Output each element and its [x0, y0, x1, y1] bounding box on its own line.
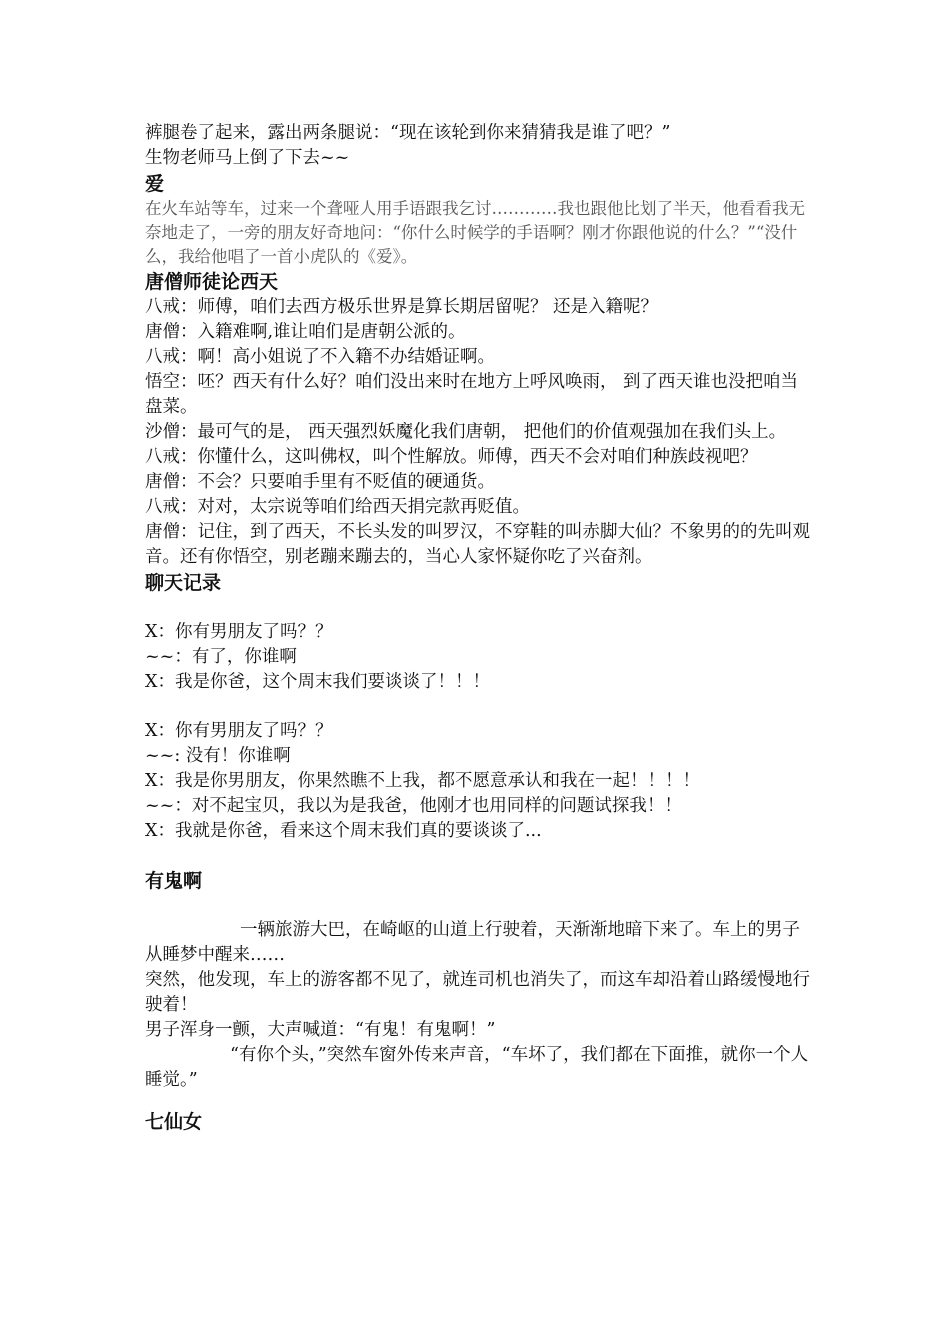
chat-line: X：你有男朋友了吗？？: [145, 622, 333, 642]
xitian-line: 唐僧：记住，到了西天，不长头发的叫罗汉，不穿鞋的叫赤脚大仙？不象男的的先叫观音。还有你悟空，别老蹦来蹦去的，当心人家怀疑你吃了兴奋剂。: [145, 522, 810, 567]
section-title-ghost: 有鬼啊: [145, 870, 203, 892]
section-title-love: 爱: [145, 173, 165, 195]
intro-line-2: 生物老师马上倒了下去~~: [145, 148, 350, 168]
chat-line: X：你有男朋友了吗？？: [145, 721, 333, 741]
xitian-line: 八戒：啊！高小姐说了不入籍不办结婚证啊。: [145, 347, 495, 367]
intro-line-1: 裤腿卷了起来，露出两条腿说：“现在该轮到你来猜猜我是谁了吧？”: [145, 123, 671, 143]
chat-line: ~~：有了，你谁啊: [145, 647, 297, 667]
chat-line: X：我就是你爸，看来这个周末我们真的要谈谈了...: [145, 821, 542, 841]
ghost-paragraph-3: 男子浑身一颤，大声喊道：“有鬼！有鬼啊！”: [145, 1020, 496, 1040]
xitian-line: 八戒：你懂什么，这叫佛权，叫个性解放。师傅，西天不会对咱们种族歧视吧？: [145, 447, 758, 467]
ghost-paragraph-1: 一辆旅游大巴，在崎岖的山道上行驶着，天渐渐地暗下来了。车上的男子从睡梦中醒来……: [145, 920, 800, 965]
spacer: [145, 596, 815, 620]
ghost-paragraph-4: “有你个头，”突然车窗外传来声音，“车坏了，我们都在下面推，就你一个人睡觉。”: [145, 1045, 809, 1090]
section-title-fairy: 七仙女: [145, 1111, 203, 1133]
chat-line: ~~：对不起宝贝，我以为是我爸，他刚才也用同样的问题试探我！！: [145, 796, 682, 816]
xitian-line: 八戒：对对，太宗说等咱们给西天捐完款再贬值。: [145, 497, 530, 517]
xitian-line: 八戒：师傅，咱们去西方极乐世界是算长期居留呢？ 还是入籍呢？: [145, 297, 659, 317]
xitian-line: 唐僧：入籍难啊,谁让咱们是唐朝公派的。: [145, 322, 466, 342]
ghost-paragraph-2: 突然，他发现，车上的游客都不见了，就连司机也消失了，而这车却沿着山路缓慢地行驶着！: [145, 970, 810, 1015]
chat-line: X：我是你男朋友，你果然瞧不上我，都不愿意承认和我在一起！！！！: [145, 771, 700, 791]
document-page: [145, 121, 815, 1135]
chat-line: ~~: 没有！你谁啊: [145, 746, 291, 766]
spacer: [145, 844, 815, 868]
spacer: [145, 695, 815, 719]
xitian-line: 悟空：呸？西天有什么好？咱们没出来时在地方上呼风唤雨， 到了西天谁也没把咱当盘菜。: [145, 372, 799, 417]
chat-line: X：我是你爸，这个周末我们要谈谈了！！！: [145, 672, 490, 692]
spacer: [145, 894, 815, 918]
spacer: [145, 1093, 815, 1109]
xitian-line: 沙僧：最可气的是， 西天强烈妖魔化我们唐朝， 把他们的价值观强加在我们头上。: [145, 422, 787, 442]
love-body: 在火车站等车，过来一个聋哑人用手语跟我乞讨…………我也跟他比划了半天，他看看我无奈地走了，一旁的朋友好奇地问：“你什么时候学的手语啊？刚才你跟他说的什么？”“没什么，我给他唱了一首小虎队的《爱》。: [145, 199, 805, 266]
section-title-chat: 聊天记录: [145, 572, 222, 594]
xitian-line: 唐僧：不会？只要咱手里有不贬值的硬通货。: [145, 472, 495, 492]
section-title-xitian: 唐僧师徒论西天: [145, 271, 279, 293]
